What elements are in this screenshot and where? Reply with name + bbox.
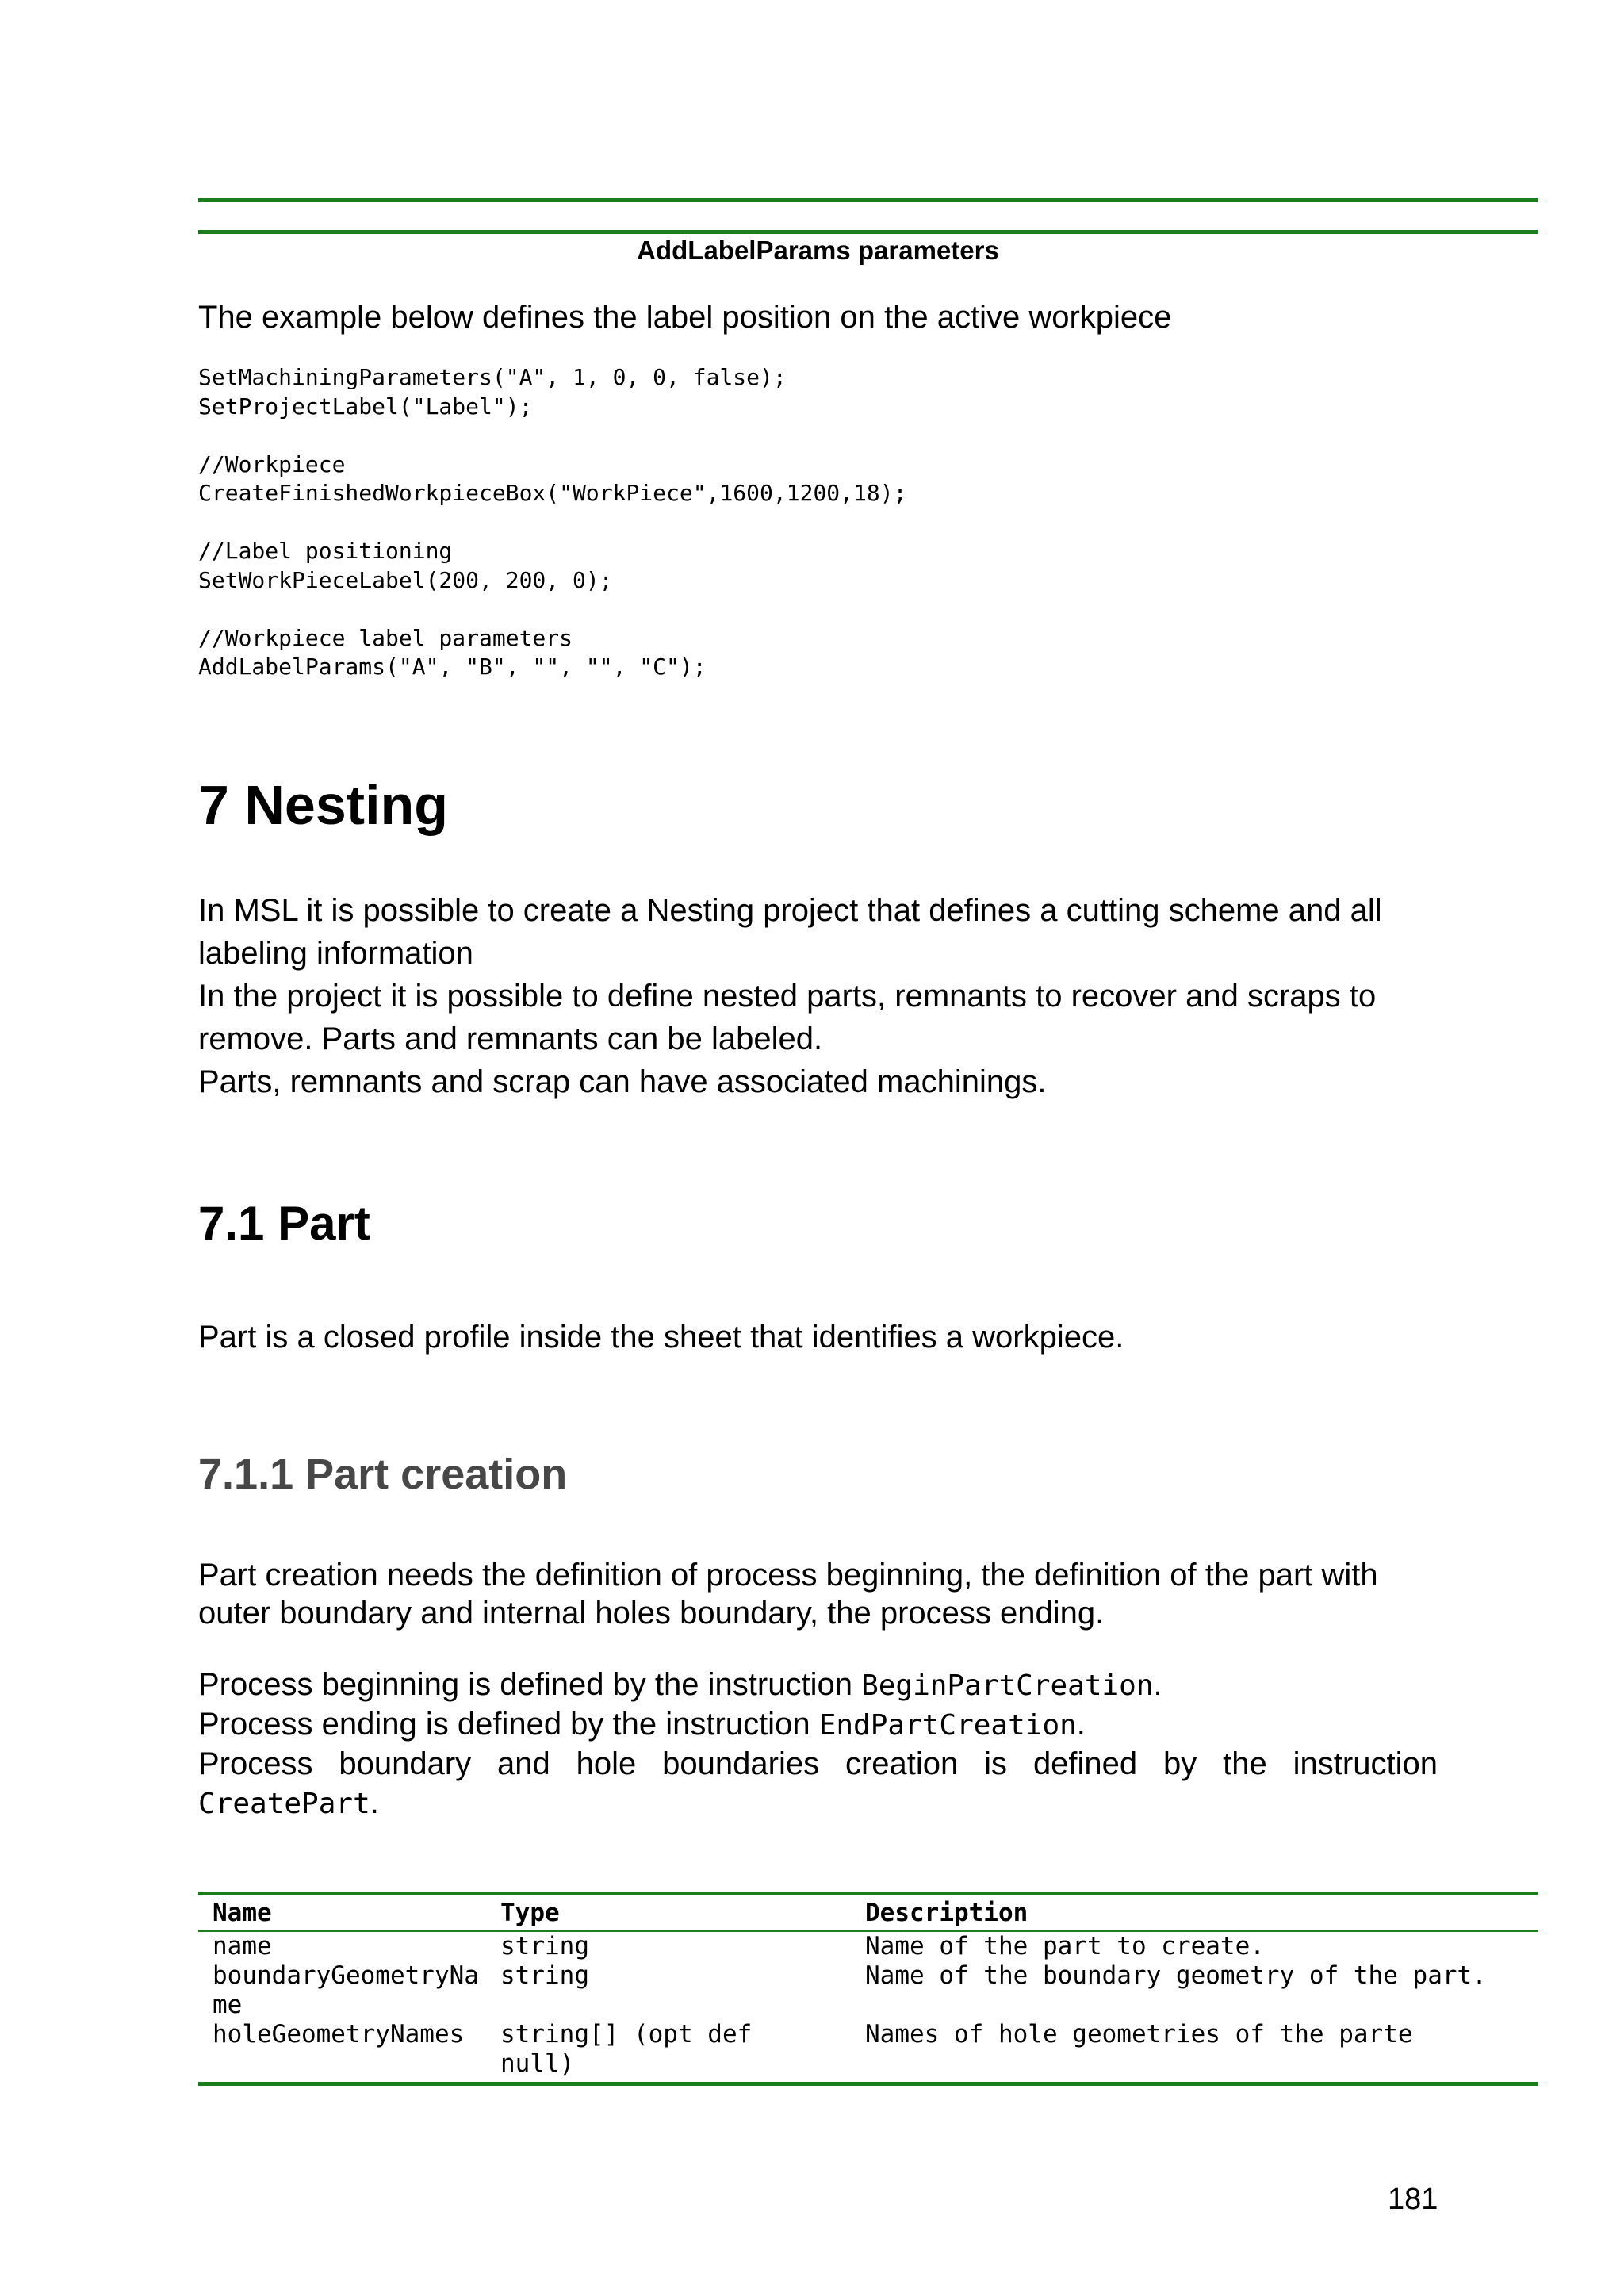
cell-description: Name of the part to create. — [865, 1932, 1265, 1961]
cell-name: boundaryGeometryNa me — [213, 1961, 479, 2019]
word: creation — [845, 1746, 959, 1781]
part-definition: Part is a closed profile inside the sheet that identifies a workpiece. — [198, 1320, 1124, 1355]
end-instruction-line — [198, 1705, 1438, 1745]
cell-description: Name of the boundary geometry of the part. — [865, 1961, 1487, 1990]
table-caption: AddLabelParams parameters — [637, 236, 999, 265]
top-rule — [198, 198, 1538, 202]
word: by — [1163, 1746, 1197, 1781]
word: and — [497, 1746, 550, 1781]
code-comment: //Label positioning — [198, 538, 453, 564]
code-comment: //Workpiece — [198, 450, 346, 477]
code-comment: //Workpiece label parameters — [198, 624, 573, 651]
cell-name: holeGeometryNames — [213, 2020, 465, 2049]
create-part-parameters-table — [198, 1892, 1538, 2086]
table-header-row — [198, 1894, 1538, 1931]
cell-type: string — [500, 1932, 589, 1961]
period: . — [1076, 1707, 1086, 1742]
header-description: Description — [865, 1899, 1028, 1927]
begin-instruction-line — [198, 1665, 1438, 1705]
boundary-instruction-line — [198, 1745, 1438, 1784]
text-span: Process ending is defined by the instruction — [198, 1707, 819, 1742]
table-row — [198, 1931, 1538, 1962]
text-line: outer boundary and internal holes boundary, the process ending. — [198, 1596, 1105, 1631]
header-name: Name — [213, 1899, 272, 1927]
table-row — [198, 1961, 1538, 2020]
word: Process — [198, 1746, 313, 1781]
word: defined — [1032, 1746, 1138, 1781]
nesting-intro — [198, 889, 1438, 1103]
text-line: In MSL it is possible to create a Nesting project that defines a cutting scheme and all — [198, 893, 1382, 928]
text-line: Parts, remnants and scrap can have associated machinings. — [198, 1064, 1047, 1099]
code-line: SetWorkPieceLabel(200, 200, 0); — [198, 566, 613, 593]
word: boundaries — [662, 1746, 820, 1781]
header-type: Type — [500, 1899, 560, 1927]
cell-name: name — [213, 1932, 272, 1961]
part-creation-instructions — [198, 1665, 1438, 1823]
example-intro: The example below defines the label position on the active workpiece — [198, 300, 1172, 335]
code-line: SetMachiningParameters("A", 1, 0, 0, false); — [198, 364, 787, 390]
code-line: CreateFinishedWorkpieceBox("WorkPiece",1600,1200,18); — [198, 480, 907, 506]
cell-description: Names of hole geometries of the parte — [865, 2020, 1413, 2049]
period: . — [1153, 1667, 1162, 1702]
page-number: 181 — [1388, 2183, 1438, 2216]
table-row — [198, 2020, 1538, 2084]
code-create-part: CreatePart — [198, 1788, 370, 1820]
text-span: Process beginning is defined by the instruction — [198, 1667, 862, 1702]
cell-type: string[] (opt def null) — [500, 2020, 753, 2078]
part-creation-intro — [198, 1556, 1438, 1632]
word: hole — [576, 1746, 637, 1781]
word: instruction — [1293, 1746, 1438, 1781]
section-heading-part-creation: 7.1.1 Part creation — [198, 1451, 568, 1498]
code-blank-line — [198, 421, 906, 450]
caption-rule — [198, 230, 1538, 234]
text-line: Part creation needs the definition of process beginning, the definition of the part with — [198, 1558, 1378, 1593]
section-heading-part: 7.1 Part — [198, 1197, 370, 1250]
period: . — [370, 1785, 379, 1820]
code-example — [198, 363, 906, 682]
text-line: In the project it is possible to define nested parts, remnants to recover and scraps to — [198, 979, 1377, 1014]
boundary-instruction-code-line — [198, 1784, 1438, 1823]
code-blank-line — [198, 595, 906, 624]
section-heading-nesting: 7 Nesting — [198, 774, 449, 836]
code-line: AddLabelParams("A", "B", "", "", "C"); — [198, 654, 707, 680]
word: is — [984, 1746, 1008, 1781]
code-line: SetProjectLabel("Label"); — [198, 393, 533, 420]
code-blank-line — [198, 508, 906, 538]
code-end-part-creation: EndPartCreation — [818, 1709, 1077, 1742]
word: the — [1223, 1746, 1267, 1781]
code-begin-part-creation: BeginPartCreation — [861, 1669, 1154, 1702]
text-line: remove. Parts and remnants can be labeled. — [198, 1022, 823, 1056]
cell-type: string — [500, 1961, 589, 1990]
word: boundary — [339, 1746, 472, 1781]
text-line: labeling information — [198, 936, 473, 971]
